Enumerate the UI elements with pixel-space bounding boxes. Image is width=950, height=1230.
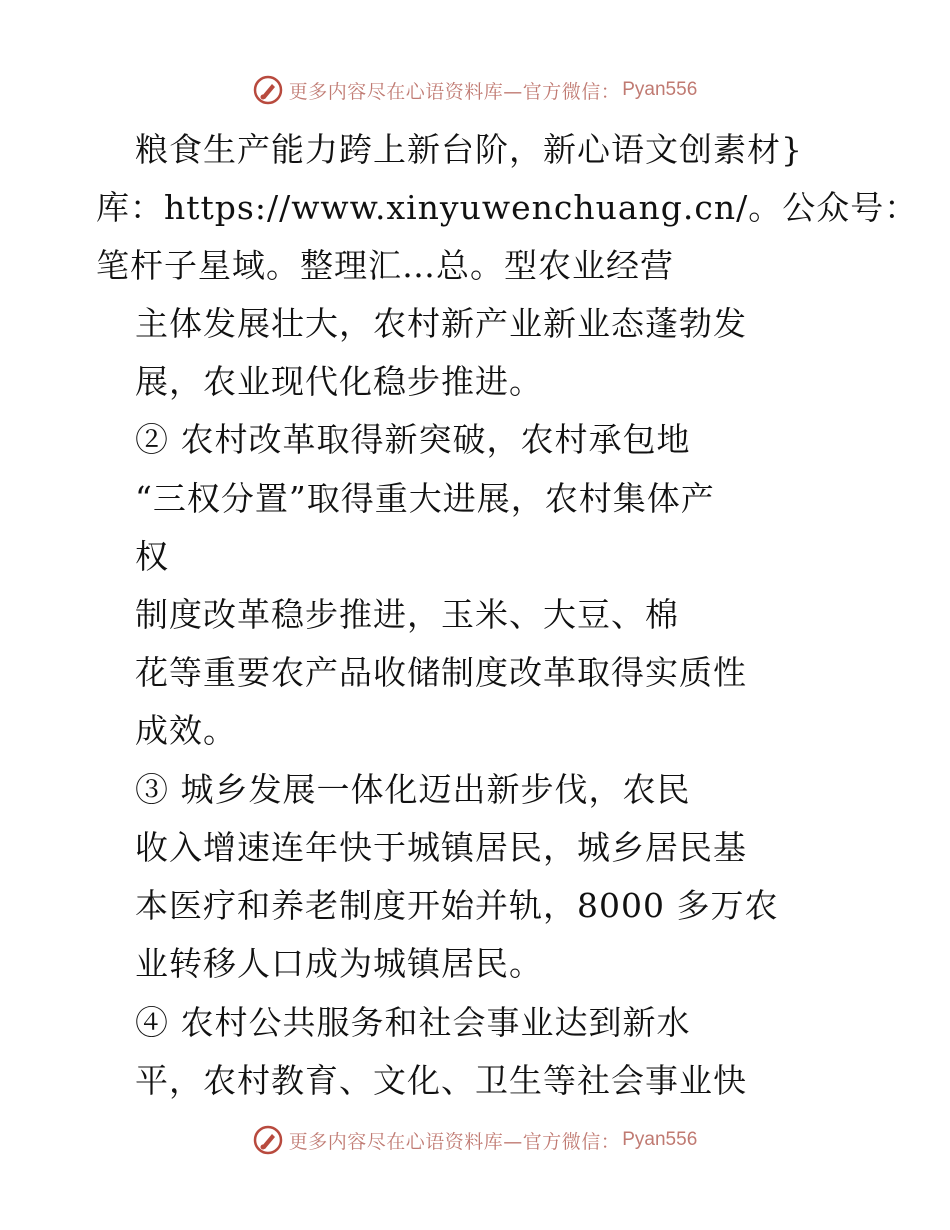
text-line: 平，农村教育、文化、卫生等社会事业快	[135, 1061, 747, 1100]
header-watermark	[0, 70, 950, 110]
watermark-account: Pyan556	[622, 79, 698, 100]
text-line: 展，农业现代化稳步推进。	[135, 362, 543, 401]
text-line: ④ 农村公共服务和社会事业达到新水	[135, 1003, 691, 1042]
watermark-text: 更多内容尽在心语资料库—官方微信：	[288, 80, 621, 103]
text-line: 花等重要农产品收储制度改革取得实质性	[135, 653, 747, 692]
text-line: 本医疗和养老制度开始并轨，8000 多万农	[135, 886, 779, 925]
text-line: 粮食生产能力跨上新台阶，新心语文创素材}	[135, 130, 803, 169]
text-line: ② 农村改革取得新突破，农村承包地	[135, 420, 691, 459]
text-line: 收入增速连年快于城镇居民，城乡居民基	[135, 828, 747, 867]
text-line: 制度改革稳步推进，玉米、大豆、棉	[135, 595, 679, 634]
text-line: 主体发展壮大，农村新产业新业态蓬勃发	[135, 304, 747, 343]
text-line: 权	[135, 537, 169, 576]
text-line: 笔杆子星域。整理汇…总。型农业经营	[96, 246, 674, 285]
text-line: 库：https://www.xinyuwenchuang.cn/。公众号：	[96, 188, 919, 227]
watermark-text: 更多内容尽在心语资料库—官方微信：	[288, 1130, 621, 1153]
watermark-account: Pyan556	[622, 1129, 698, 1150]
pen-logo-icon	[253, 75, 283, 105]
pen-logo-icon	[253, 1125, 283, 1155]
text-line: 业转移人口成为城镇居民。	[135, 944, 543, 983]
text-line: “三权分置”取得重大进展，农村集体产	[135, 479, 715, 518]
footer-watermark	[0, 1120, 950, 1160]
text-line: 成效。	[135, 711, 237, 750]
text-line: ③ 城乡发展一体化迈出新步伐，农民	[135, 770, 691, 809]
